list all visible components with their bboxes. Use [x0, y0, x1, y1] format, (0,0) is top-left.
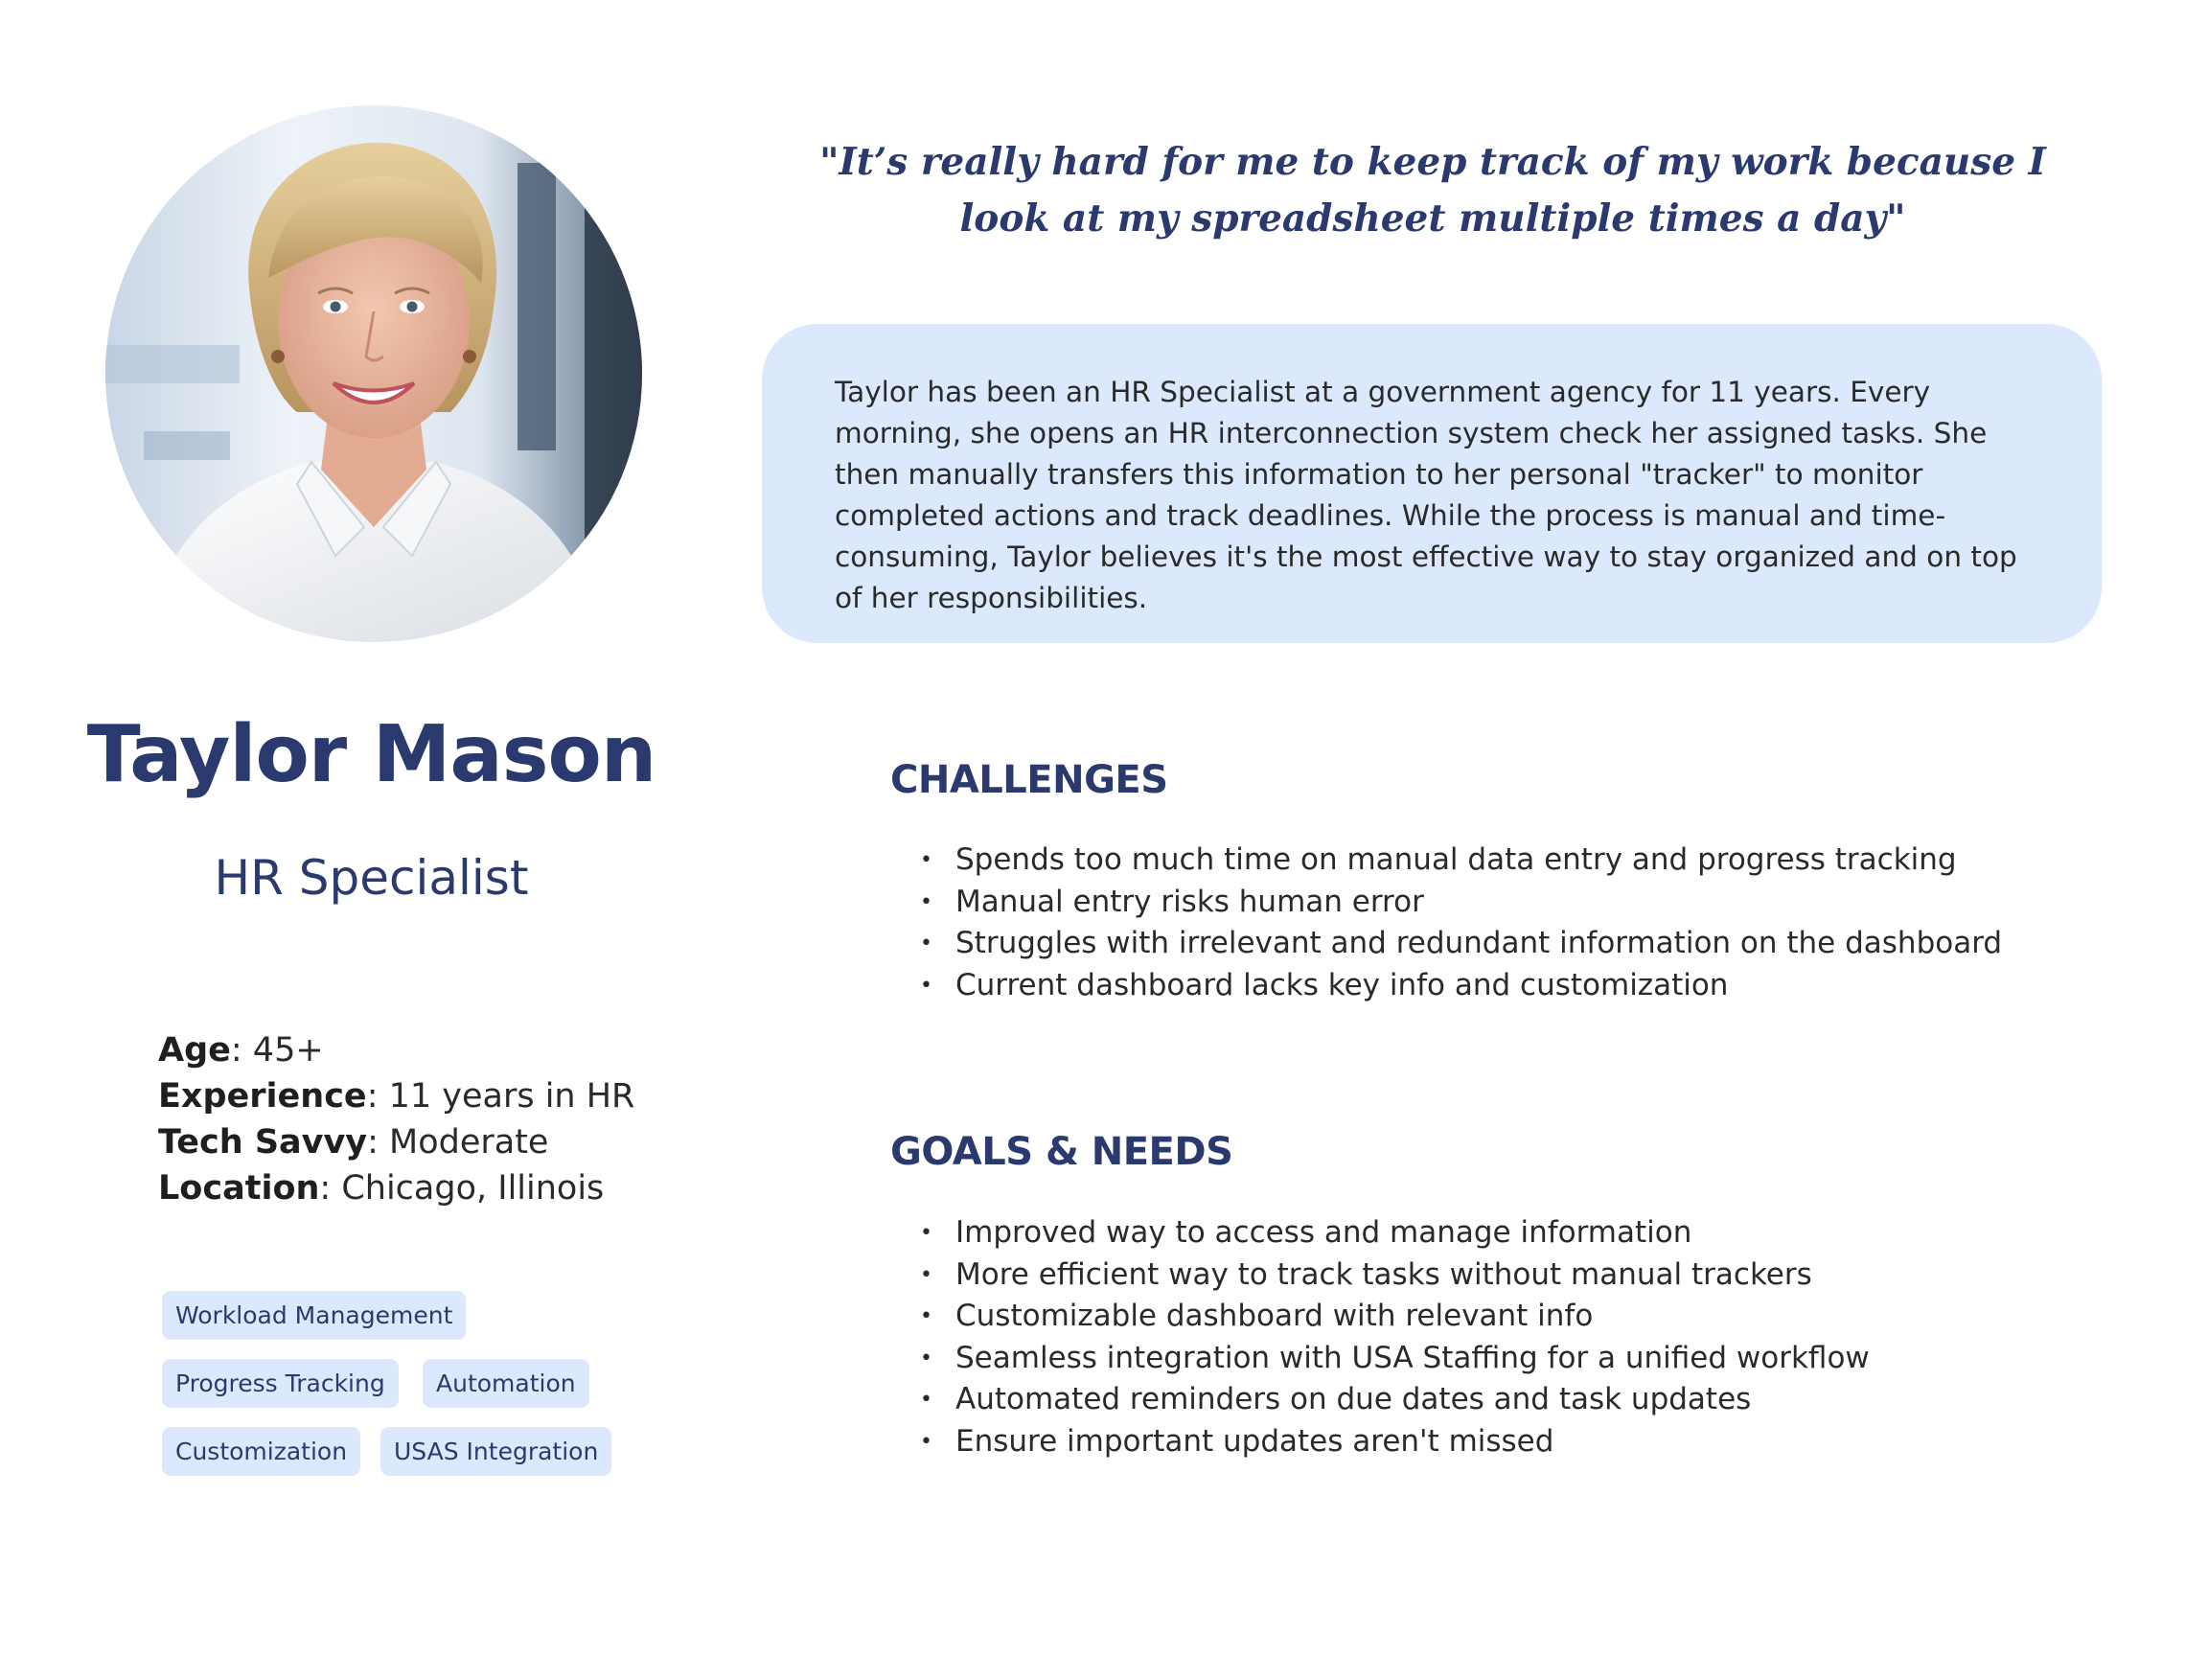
persona-avatar [105, 105, 642, 642]
fact-location [158, 1165, 733, 1211]
fact-tech-savvy [158, 1119, 733, 1165]
bio-panel [762, 324, 2102, 643]
list-item: • Automated reminders on due dates and task updates [920, 1379, 1870, 1421]
tag-usas-integration: USAS Integration [380, 1427, 611, 1476]
portrait-illustration [105, 105, 642, 642]
list-item: • Manual entry risks human error [920, 882, 2002, 924]
fact-age [158, 1027, 733, 1073]
persona-quote: "It’s really hard for me to keep track of my work because I look at my spreadsheet multiple times a day" [819, 140, 2046, 241]
list-item: • More efficient way to track tasks without manual trackers [920, 1254, 1870, 1297]
persona-facts [158, 1027, 733, 1211]
tag-workload-management: Workload Management [162, 1291, 466, 1340]
fact-value: : Chicago, Illinois [319, 1169, 605, 1208]
list-item: • Customizable dashboard with relevant info [920, 1296, 1870, 1338]
list-item: • Seamless integration with USA Staffing for a unified workflow [920, 1338, 1870, 1380]
tag-customization: Customization [162, 1427, 360, 1476]
fact-value: : Moderate [367, 1123, 549, 1162]
tag-automation: Automation [423, 1359, 589, 1408]
fact-label: Age [158, 1031, 231, 1070]
list-item: • Current dashboard lacks key info and customization [920, 965, 2002, 1007]
fact-experience [158, 1073, 733, 1119]
fact-label: Experience [158, 1077, 367, 1116]
tag-progress-tracking: Progress Tracking [162, 1359, 399, 1408]
goals-list [920, 1212, 1870, 1462]
list-item: • Spends too much time on manual data entry and progress tracking [920, 840, 2002, 882]
persona-role: HR Specialist [214, 850, 529, 906]
bio-text: Taylor has been an HR Specialist at a government agency for 11 years. Every morning, she opens an HR interconnection system check her assigned tasks. She then manually transfers this information to her personal "tracker" to monitor completed actions and track deadlines. While the process is manual and time-consuming, Taylor believes it's the most effective way to stay organized and on top of her responsibilities. [835, 376, 2017, 614]
fact-label: Tech Savvy [158, 1123, 368, 1162]
goals-heading: GOALS & NEEDS [890, 1130, 1233, 1174]
challenges-heading: CHALLENGES [890, 758, 1168, 802]
list-item: • Ensure important updates aren't missed [920, 1421, 1870, 1463]
fact-value: : 11 years in HR [366, 1077, 635, 1116]
list-item: • Improved way to access and manage information [920, 1212, 1870, 1254]
challenges-list [920, 840, 2002, 1006]
fact-value: : 45+ [230, 1031, 324, 1070]
persona-name: Taylor Mason [86, 709, 656, 800]
list-item: • Struggles with irrelevant and redundant information on the dashboard [920, 923, 2002, 965]
fact-label: Location [158, 1169, 320, 1208]
